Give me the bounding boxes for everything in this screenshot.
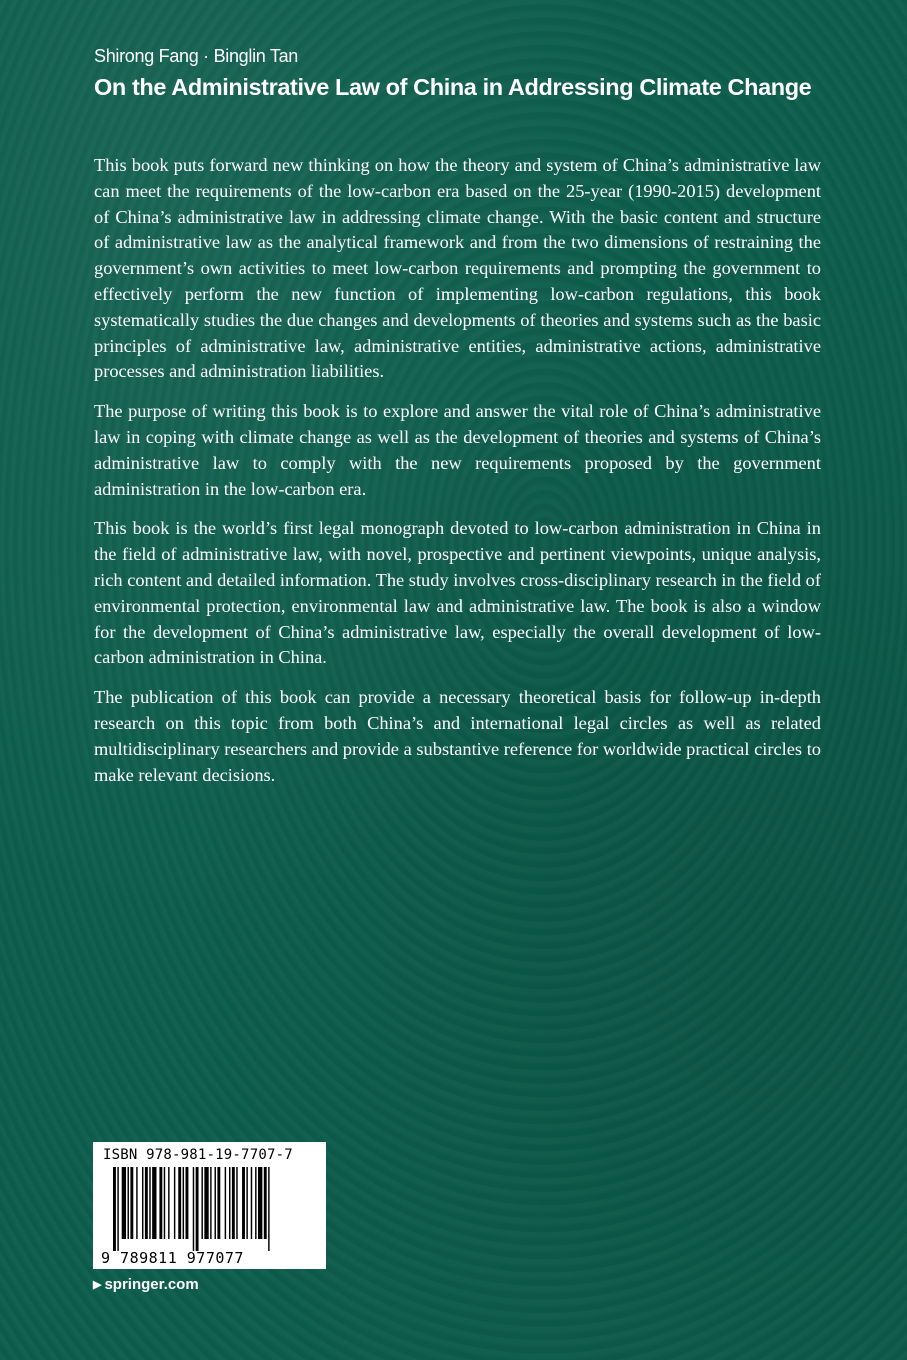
barcode-bar	[236, 1167, 237, 1239]
barcode-bar	[149, 1167, 150, 1239]
barcode-bar	[183, 1167, 184, 1239]
barcode-bar	[255, 1167, 256, 1239]
barcode-bar	[204, 1167, 208, 1239]
barcode-bar	[130, 1167, 133, 1239]
barcode-bar	[251, 1167, 252, 1239]
barcode-bar	[142, 1167, 143, 1239]
blurb-paragraph: The purpose of writing this book is to explore and answer the vital role of China’s administrative law in coping with climate change as well as the development of theories and systems of China’s administrative law to comply with the new requirements proposed by the government administration in the low-carbon era.	[94, 401, 821, 499]
barcode-bar	[264, 1167, 267, 1239]
barcode-bar	[178, 1167, 181, 1239]
authors: Shirong Fang · Binglin Tan	[94, 46, 298, 66]
barcode-bar	[128, 1167, 129, 1239]
barcode-bar	[193, 1167, 194, 1251]
barcode-bar	[225, 1167, 226, 1239]
barcode-bar	[164, 1167, 165, 1239]
barcode-bar	[258, 1167, 262, 1239]
triangle-right-icon: ▶	[93, 1279, 102, 1291]
blurb-paragraph: This book puts forward new thinking on how the theory and system of China’s administrative law can meet the requirements of the low-carbon era based on the 25-year (1990-2015) development of China’s administrative law in addressing climate change. With the basic content and structure of administrative law as the analytical framework and from the two dimensions of restraining the government’s own activities to meet low-carbon requirements and prompting the government to effectively perform the new function of implementing low-carbon regulations, this book systematically studies the due changes and developments of theories and systems such as the basic principles of administrative law, administrative entities, administrative actions, administrative processes and administration liabilities.	[94, 155, 821, 382]
barcode-digits: 9 789811 977077	[101, 1249, 244, 1267]
barcode-bar	[145, 1167, 148, 1239]
barcode-bar	[117, 1167, 118, 1251]
barcode-bar	[186, 1167, 189, 1239]
barcode-icon	[103, 1167, 317, 1251]
barcode-bar	[196, 1167, 199, 1251]
barcode-bar	[168, 1167, 169, 1239]
barcode-bar	[210, 1167, 211, 1239]
barcode-bar	[229, 1167, 230, 1239]
barcode-bar	[242, 1167, 245, 1239]
barcode-bar	[159, 1167, 162, 1239]
blurb-paragraph: This book is the world’s first legal monograph devoted to low-carbon administration in China in the field of administrative law, with novel, prospective and pertinent viewpoints, unique analysis, rich content and detailed information. The study involves cross-disciplinary research in the field of environmental protection, environmental law and administrative law. The book is also a window for the development of China’s administrative law, especially the overall development of low-carbon administration in China.	[94, 518, 821, 668]
barcode-bar	[201, 1167, 202, 1239]
blurb	[94, 153, 821, 802]
barcode-bar	[136, 1167, 137, 1239]
isbn-barcode-box	[93, 1142, 326, 1269]
barcode-bar	[232, 1167, 235, 1239]
blurb-paragraph: The publication of this book can provide a necessary theoretical basis for follow-up in-depth research on this topic from both China’s and international legal circles as well as related multidisciplinary researchers and provide a substantive reference for worldwide practical circles to make relevant decisions.	[94, 687, 821, 785]
barcode-bar	[113, 1167, 116, 1251]
barcode-bar	[122, 1167, 126, 1239]
barcode-bar	[217, 1167, 220, 1239]
barcode-bar	[152, 1167, 156, 1239]
barcode-bar	[246, 1167, 247, 1239]
barcode-bar	[215, 1167, 216, 1239]
book-title: On the Administrative Law of China in Addressing Climate Change	[94, 74, 812, 100]
barcode-bar	[268, 1167, 269, 1251]
barcode-bar	[174, 1167, 175, 1239]
isbn-label: ISBN 978-981-19-7707-7	[103, 1147, 293, 1163]
publisher-website: springer.com	[104, 1276, 199, 1293]
publisher-link[interactable]	[93, 1276, 199, 1293]
